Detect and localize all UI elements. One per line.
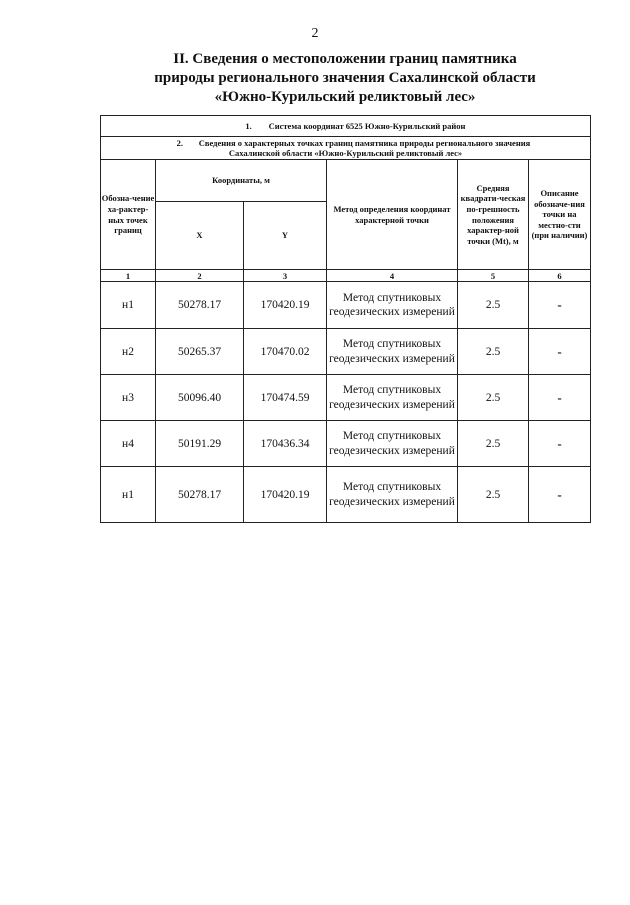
table-row — [101, 329, 591, 375]
table-row — [101, 282, 591, 329]
header-designation: Обозна-чение ха-рактер-ных точек границ — [101, 160, 156, 270]
header-y: Y — [244, 202, 327, 270]
document-title — [100, 50, 590, 107]
coordinate-x: 50191.29 — [156, 421, 244, 467]
header-row-1 — [101, 160, 591, 202]
section-2-text-line-1: Сведения о характерных точках границ памятника природы регионального значения — [198, 138, 531, 148]
point-designation: н3 — [101, 375, 156, 421]
table-row — [101, 375, 591, 421]
column-number: 4 — [327, 270, 458, 282]
error-value: 2.5 — [458, 421, 529, 467]
title-line-2: природы регионального значения Сахалинской области — [154, 70, 536, 86]
section-1-row — [101, 116, 591, 137]
table-row — [101, 467, 591, 523]
section-2-row — [101, 137, 591, 160]
coordinate-y: 170470.02 — [244, 329, 327, 375]
header-x: X — [156, 202, 244, 270]
column-number: 5 — [458, 270, 529, 282]
method: Метод спутниковых геодезических измерений — [327, 421, 458, 467]
column-number: 3 — [244, 270, 327, 282]
table-row — [101, 421, 591, 467]
error-value: 2.5 — [458, 329, 529, 375]
section-1-cell — [101, 116, 591, 137]
coordinate-x: 50265.37 — [156, 329, 244, 375]
point-designation: н4 — [101, 421, 156, 467]
section-2-text-line-2: Сахалинской области «Южно-Курильский реликтовый лес» — [228, 148, 463, 158]
error-value: 2.5 — [458, 467, 529, 523]
error-value: 2.5 — [458, 282, 529, 329]
section-1-number: 1. — [245, 121, 252, 131]
section-2-number: 2. — [176, 138, 183, 148]
header-method: Метод определения координат характерной точки — [327, 160, 458, 270]
column-number: 6 — [529, 270, 591, 282]
column-numbers-row — [101, 270, 591, 282]
header-error: Средняя квадрати-ческая по-грешность положения характер-ной точки (Mt), м — [458, 160, 529, 270]
coordinate-x: 50278.17 — [156, 282, 244, 329]
coordinate-y: 170436.34 — [244, 421, 327, 467]
title-line-1: II. Сведения о местоположении границ памятника — [173, 51, 517, 67]
point-description: - — [529, 329, 591, 375]
header-description: Описание обозначе-ния точки на местно-сти (при наличии) — [529, 160, 591, 270]
method: Метод спутниковых геодезических измерений — [327, 282, 458, 329]
section-2-cell — [101, 137, 591, 160]
point-description: - — [529, 282, 591, 329]
coordinate-y: 170474.59 — [244, 375, 327, 421]
point-description: - — [529, 467, 591, 523]
section-1-text: Система координат 6525 Южно-Курильский район — [268, 121, 466, 131]
page-number: 2 — [311, 26, 319, 41]
point-description: - — [529, 421, 591, 467]
method: Метод спутниковых геодезических измерений — [327, 375, 458, 421]
header-coordinates: Координаты, м — [156, 160, 327, 202]
point-description: - — [529, 375, 591, 421]
point-designation: н1 — [101, 467, 156, 523]
title-line-3: «Южно-Курильский реликтовый лес» — [214, 89, 476, 105]
method: Метод спутниковых геодезических измерений — [327, 329, 458, 375]
method: Метод спутниковых геодезических измерений — [327, 467, 458, 523]
coordinate-y: 170420.19 — [244, 467, 327, 523]
boundary-points-table — [100, 115, 591, 523]
point-designation: н1 — [101, 282, 156, 329]
column-number: 2 — [156, 270, 244, 282]
coordinate-y: 170420.19 — [244, 282, 327, 329]
coordinate-x: 50096.40 — [156, 375, 244, 421]
error-value: 2.5 — [458, 375, 529, 421]
coordinate-x: 50278.17 — [156, 467, 244, 523]
column-number: 1 — [101, 270, 156, 282]
point-designation: н2 — [101, 329, 156, 375]
